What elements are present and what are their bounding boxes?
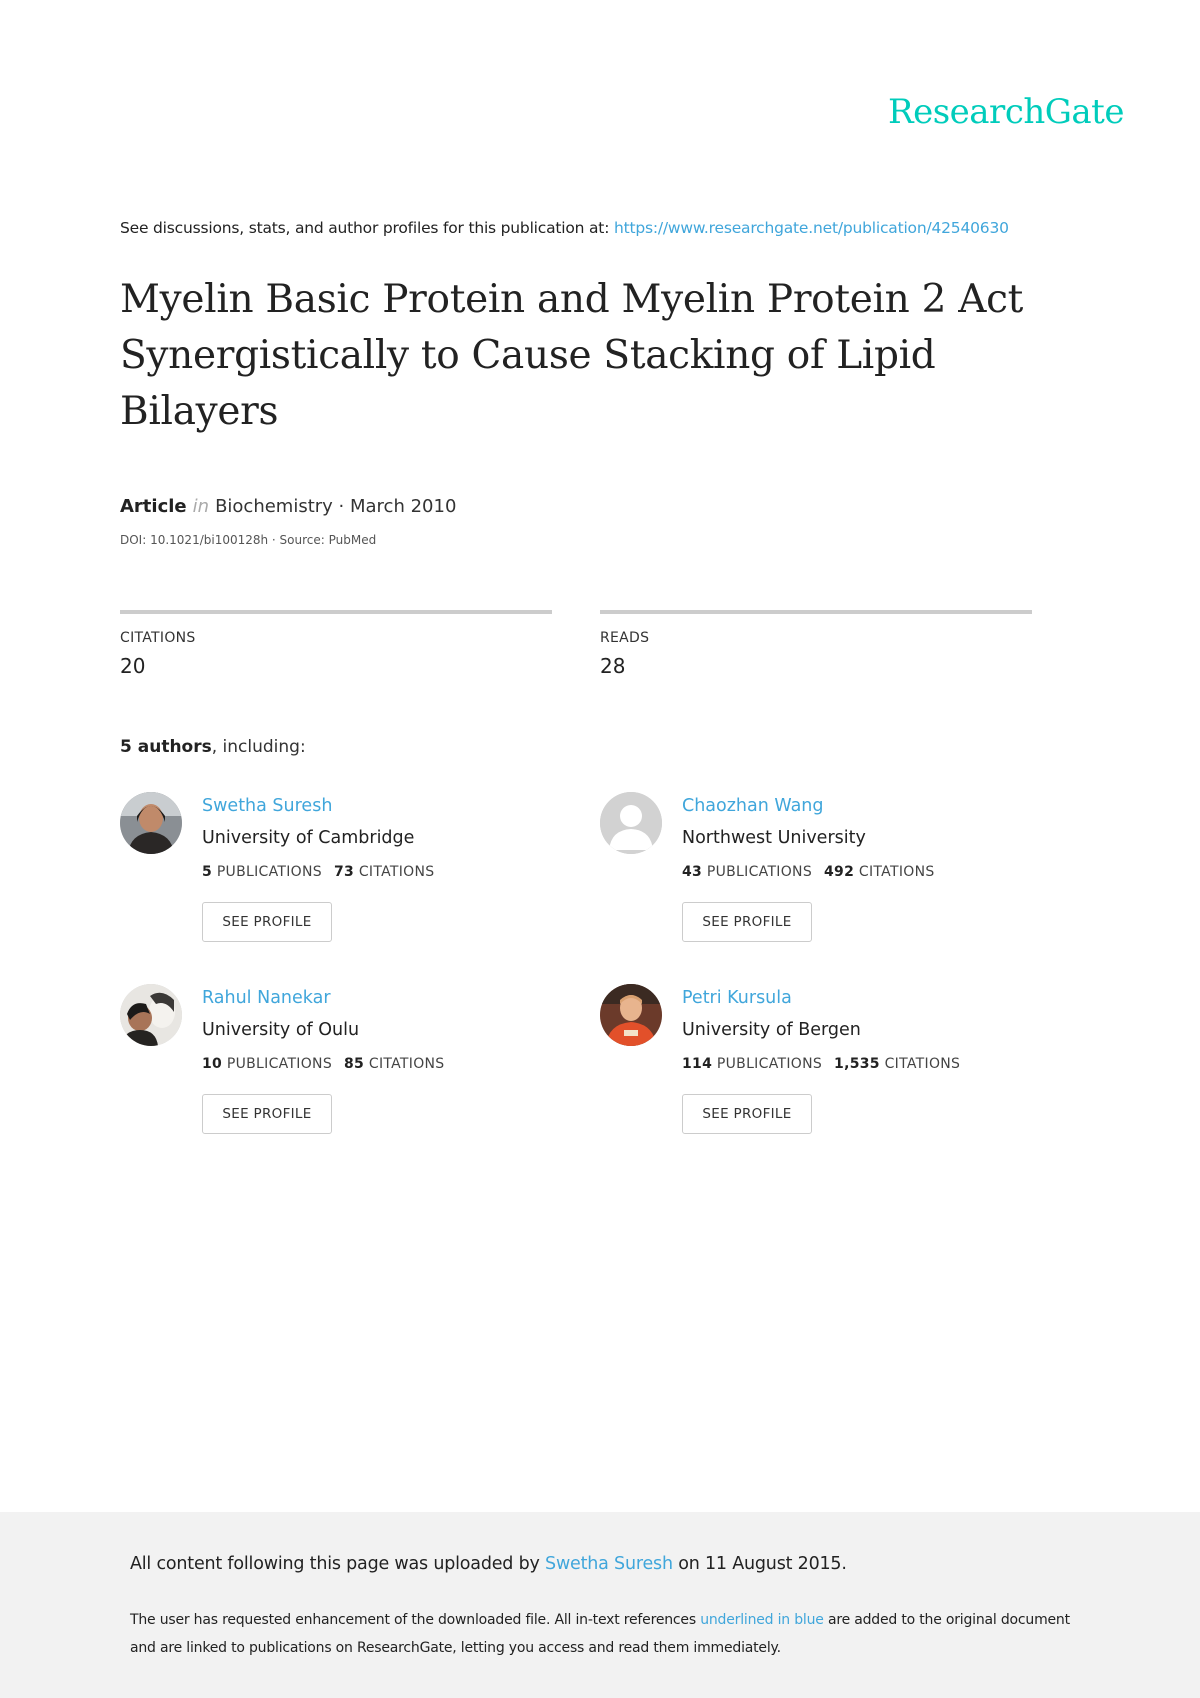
- author-institution: University of Cambridge: [202, 828, 415, 848]
- see-profile-button[interactable]: SEE PROFILE: [682, 902, 812, 942]
- citations-count: 492: [824, 864, 855, 880]
- publications-label: PUBLICATIONS: [216, 864, 322, 880]
- publications-label: PUBLICATIONS: [706, 864, 813, 880]
- author-stats: [682, 864, 935, 880]
- in-label: in: [192, 496, 210, 517]
- reads-value: 28: [600, 654, 626, 678]
- publication-meta: [120, 496, 456, 517]
- footer: [0, 1512, 1200, 1698]
- underlined-in-blue-link[interactable]: underlined in blue: [700, 1612, 824, 1628]
- citations-label: CITATIONS: [858, 864, 935, 880]
- authors-suffix: , including:: [211, 737, 306, 757]
- publications-count: 43: [682, 864, 703, 880]
- author-card: [120, 792, 560, 952]
- enhancement-note: [130, 1606, 1090, 1662]
- note-prefix: The user has requested enhancement of the downloaded file. All in-text references: [130, 1612, 696, 1628]
- citations-label: CITATIONS: [368, 1056, 445, 1072]
- avatar[interactable]: [120, 792, 182, 854]
- author-card: [600, 792, 1040, 952]
- avatar[interactable]: [120, 984, 182, 1046]
- author-name-link[interactable]: Rahul Nanekar: [202, 988, 331, 1008]
- discussion-line: [120, 219, 1009, 237]
- publication-url-link[interactable]: https://www.researchgate.net/publication/42540630: [613, 219, 1009, 237]
- author-card: [600, 984, 1040, 1144]
- author-stats: [202, 864, 434, 880]
- author-name-link[interactable]: Swetha Suresh: [202, 796, 333, 816]
- uploader-link[interactable]: Swetha Suresh: [545, 1554, 673, 1574]
- see-profile-button[interactable]: SEE PROFILE: [202, 902, 332, 942]
- reads-stat: [600, 610, 1032, 678]
- author-card: [120, 984, 560, 1144]
- author-institution: University of Bergen: [682, 1020, 861, 1040]
- author-name-link[interactable]: Petri Kursula: [682, 988, 792, 1008]
- citations-count: 85: [344, 1056, 365, 1072]
- author-institution: University of Oulu: [202, 1020, 360, 1040]
- authors-intro: [120, 737, 306, 757]
- citations-label: CITATIONS: [358, 864, 435, 880]
- see-profile-button[interactable]: SEE PROFILE: [682, 1094, 812, 1134]
- upload-line: [130, 1554, 847, 1574]
- citations-label: CITATIONS: [884, 1056, 961, 1072]
- doi-source: DOI: 10.1021/bi100128h · Source: PubMed: [120, 533, 377, 547]
- avatar[interactable]: [600, 984, 662, 1046]
- avatar[interactable]: [600, 792, 662, 854]
- discussion-prefix: See discussions, stats, and author profiles for this publication at:: [120, 219, 610, 237]
- publications-count: 5: [202, 864, 213, 880]
- publications-label: PUBLICATIONS: [226, 1056, 333, 1072]
- reads-label: READS: [600, 630, 650, 646]
- see-profile-button[interactable]: SEE PROFILE: [202, 1094, 332, 1134]
- author-stats: [202, 1056, 445, 1072]
- publication-type: Article: [120, 496, 187, 517]
- citations-count: 73: [333, 864, 355, 880]
- publication-title: Myelin Basic Protein and Myelin Protein 2 Act Synergistically to Cause Stacking of Lipid Bilayers: [120, 277, 1023, 434]
- researchgate-logo[interactable]: ResearchGate: [888, 92, 1124, 132]
- upload-prefix: All content following this page was uploaded by: [130, 1554, 540, 1574]
- note-suffix: are added to the original document and are linked to publications on ResearchGate, letting you access and read them immediately.: [130, 1612, 1070, 1656]
- author-stats: [682, 1056, 960, 1072]
- citations-value: 20: [120, 654, 146, 678]
- citations-label: CITATIONS: [120, 630, 196, 646]
- publications-count: 10: [202, 1056, 223, 1072]
- citations-stat: [120, 610, 552, 678]
- citations-count: 1,535: [834, 1056, 880, 1072]
- journal-date: Biochemistry · March 2010: [215, 496, 457, 517]
- upload-suffix: on 11 August 2015.: [678, 1554, 847, 1574]
- authors-count: 5 authors: [120, 737, 212, 757]
- author-institution: Northwest University: [682, 828, 866, 848]
- publications-label: PUBLICATIONS: [716, 1056, 823, 1072]
- author-name-link[interactable]: Chaozhan Wang: [682, 796, 824, 816]
- publications-count: 114: [682, 1056, 713, 1072]
